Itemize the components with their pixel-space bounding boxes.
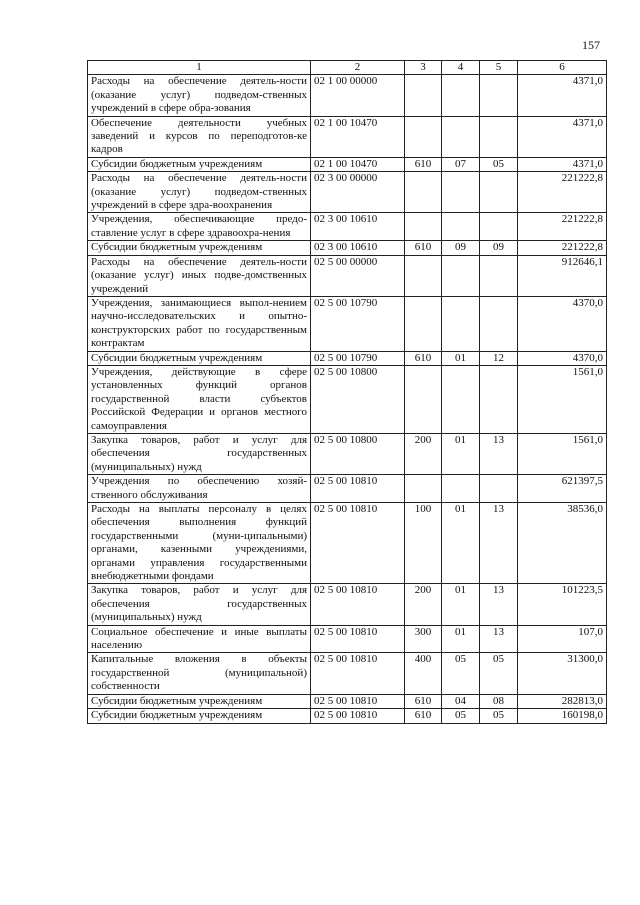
- cell-name: Субсидии бюджетным учреждениям: [88, 694, 311, 708]
- cell-target-code: 02 5 00 10810: [311, 475, 405, 503]
- cell-subsection: [480, 172, 518, 213]
- cell-section: [442, 213, 480, 241]
- cell-target-code: 02 5 00 10790: [311, 351, 405, 365]
- cell-target-code: 02 5 00 10810: [311, 584, 405, 625]
- cell-name: Расходы на обеспечение деятель-ности (оказание услуг) подведом-ственных учреждений в сфере обра-зования: [88, 75, 311, 116]
- cell-section: 04: [442, 694, 480, 708]
- cell-target-code: 02 1 00 00000: [311, 75, 405, 116]
- cell-section: [442, 475, 480, 503]
- cell-target-code: 02 1 00 10470: [311, 157, 405, 171]
- table-row: [88, 255, 607, 296]
- cell-expense-type: 610: [405, 709, 442, 723]
- table-row: [88, 241, 607, 255]
- cell-expense-type: [405, 116, 442, 157]
- table-row: [88, 503, 607, 584]
- cell-amount: 912646,1: [518, 255, 607, 296]
- cell-expense-type: [405, 75, 442, 116]
- cell-subsection: [480, 475, 518, 503]
- cell-section: [442, 75, 480, 116]
- cell-subsection: [480, 365, 518, 433]
- cell-name: Расходы на обеспечение деятель-ности (оказание услуг) подведом-ственных учреждений в сфере здра-воохранения: [88, 172, 311, 213]
- cell-name: Закупка товаров, работ и услуг для обеспечения государственных (муниципальных) нужд: [88, 433, 311, 474]
- cell-amount: 4370,0: [518, 296, 607, 351]
- cell-amount: 282813,0: [518, 694, 607, 708]
- table-row: [88, 365, 607, 433]
- cell-name: Субсидии бюджетным учреждениям: [88, 709, 311, 723]
- cell-section: 01: [442, 433, 480, 474]
- cell-target-code: 02 5 00 00000: [311, 255, 405, 296]
- cell-expense-type: [405, 475, 442, 503]
- table-row: [88, 709, 607, 723]
- cell-name: Учреждения по обеспечению хозяй-ственного обслуживания: [88, 475, 311, 503]
- cell-target-code: 02 5 00 10810: [311, 709, 405, 723]
- cell-section: 09: [442, 241, 480, 255]
- table-row: [88, 584, 607, 625]
- cell-subsection: [480, 296, 518, 351]
- cell-amount: 1561,0: [518, 433, 607, 474]
- cell-target-code: 02 5 00 10810: [311, 694, 405, 708]
- cell-amount: 31300,0: [518, 653, 607, 694]
- cell-name: Учреждения, действующие в сфере установленных функций органов государственной власти субъектов Российской Федерации и органов местного самоуправления: [88, 365, 311, 433]
- cell-subsection: 05: [480, 157, 518, 171]
- cell-subsection: [480, 213, 518, 241]
- cell-target-code: 02 5 00 10810: [311, 653, 405, 694]
- cell-amount: 4371,0: [518, 157, 607, 171]
- cell-expense-type: 200: [405, 433, 442, 474]
- cell-subsection: 13: [480, 433, 518, 474]
- cell-subsection: 12: [480, 351, 518, 365]
- cell-section: 05: [442, 653, 480, 694]
- header-col-1: 1: [88, 61, 311, 75]
- header-row: [88, 61, 607, 75]
- budget-table: [87, 60, 607, 724]
- table-row: [88, 694, 607, 708]
- table-row: [88, 213, 607, 241]
- cell-expense-type: 610: [405, 241, 442, 255]
- cell-expense-type: [405, 296, 442, 351]
- cell-amount: 1561,0: [518, 365, 607, 433]
- cell-subsection: 13: [480, 625, 518, 653]
- cell-expense-type: 610: [405, 351, 442, 365]
- cell-target-code: 02 3 00 00000: [311, 172, 405, 213]
- cell-section: 01: [442, 584, 480, 625]
- cell-name: Закупка товаров, работ и услуг для обеспечения государственных (муниципальных) нужд: [88, 584, 311, 625]
- cell-name: Обеспечение деятельности учебных заведений и курсов по переподготов-ке кадров: [88, 116, 311, 157]
- cell-amount: 221222,8: [518, 241, 607, 255]
- table-row: [88, 75, 607, 116]
- cell-section: [442, 172, 480, 213]
- cell-name: Капитальные вложения в объекты государственной (муниципальной) собственности: [88, 653, 311, 694]
- cell-expense-type: 300: [405, 625, 442, 653]
- cell-section: 01: [442, 503, 480, 584]
- cell-target-code: 02 3 00 10610: [311, 241, 405, 255]
- cell-section: [442, 296, 480, 351]
- cell-subsection: 05: [480, 653, 518, 694]
- cell-subsection: 13: [480, 584, 518, 625]
- table-row: [88, 157, 607, 171]
- cell-name: Учреждения, обеспечивающие предо-ставление услуг в сфере здравоохра-нения: [88, 213, 311, 241]
- header-col-6: 6: [518, 61, 607, 75]
- cell-amount: 221222,8: [518, 213, 607, 241]
- cell-name: Субсидии бюджетным учреждениям: [88, 157, 311, 171]
- table-row: [88, 653, 607, 694]
- cell-name: Социальное обеспечение и иные выплаты населению: [88, 625, 311, 653]
- cell-amount: 221222,8: [518, 172, 607, 213]
- header-col-3: 3: [405, 61, 442, 75]
- cell-subsection: 08: [480, 694, 518, 708]
- cell-section: 07: [442, 157, 480, 171]
- table-row: [88, 433, 607, 474]
- cell-amount: 160198,0: [518, 709, 607, 723]
- cell-target-code: 02 5 00 10790: [311, 296, 405, 351]
- cell-expense-type: [405, 213, 442, 241]
- table-row: [88, 296, 607, 351]
- cell-amount: 107,0: [518, 625, 607, 653]
- cell-name: Расходы на обеспечение деятель-ности (оказание услуг) иных подве-домственных учреждений: [88, 255, 311, 296]
- cell-section: 01: [442, 351, 480, 365]
- cell-name: Расходы на выплаты персоналу в целях обеспечения выполнения функций государственными (муни-ципальными) органами, казенными учреждениями, органами управления государственными внебюджетными фондами: [88, 503, 311, 584]
- cell-target-code: 02 5 00 10810: [311, 503, 405, 584]
- cell-target-code: 02 3 00 10610: [311, 213, 405, 241]
- table-row: [88, 475, 607, 503]
- cell-section: [442, 255, 480, 296]
- cell-subsection: 13: [480, 503, 518, 584]
- cell-subsection: [480, 75, 518, 116]
- cell-subsection: 05: [480, 709, 518, 723]
- cell-expense-type: 100: [405, 503, 442, 584]
- cell-expense-type: [405, 255, 442, 296]
- cell-section: [442, 116, 480, 157]
- cell-target-code: 02 5 00 10810: [311, 625, 405, 653]
- cell-target-code: 02 5 00 10800: [311, 365, 405, 433]
- cell-expense-type: 400: [405, 653, 442, 694]
- table-row: [88, 351, 607, 365]
- header-col-4: 4: [442, 61, 480, 75]
- table-row: [88, 116, 607, 157]
- cell-target-code: 02 5 00 10800: [311, 433, 405, 474]
- cell-expense-type: [405, 365, 442, 433]
- cell-expense-type: 610: [405, 694, 442, 708]
- cell-amount: 4371,0: [518, 116, 607, 157]
- cell-amount: 4370,0: [518, 351, 607, 365]
- cell-expense-type: 610: [405, 157, 442, 171]
- cell-amount: 4371,0: [518, 75, 607, 116]
- header-col-5: 5: [480, 61, 518, 75]
- cell-name: Субсидии бюджетным учреждениям: [88, 241, 311, 255]
- page-number: 157: [582, 38, 600, 52]
- cell-subsection: [480, 255, 518, 296]
- cell-amount: 38536,0: [518, 503, 607, 584]
- cell-subsection: [480, 116, 518, 157]
- cell-expense-type: [405, 172, 442, 213]
- cell-section: 05: [442, 709, 480, 723]
- cell-target-code: 02 1 00 10470: [311, 116, 405, 157]
- cell-name: Учреждения, занимающиеся выпол-нением научно-исследовательских и опытно-конструкторских работ по государственным контрактам: [88, 296, 311, 351]
- cell-amount: 101223,5: [518, 584, 607, 625]
- cell-expense-type: 200: [405, 584, 442, 625]
- cell-subsection: 09: [480, 241, 518, 255]
- table-row: [88, 625, 607, 653]
- cell-name: Субсидии бюджетным учреждениям: [88, 351, 311, 365]
- header-col-2: 2: [311, 61, 405, 75]
- cell-section: 01: [442, 625, 480, 653]
- cell-amount: 621397,5: [518, 475, 607, 503]
- cell-section: [442, 365, 480, 433]
- table-row: [88, 172, 607, 213]
